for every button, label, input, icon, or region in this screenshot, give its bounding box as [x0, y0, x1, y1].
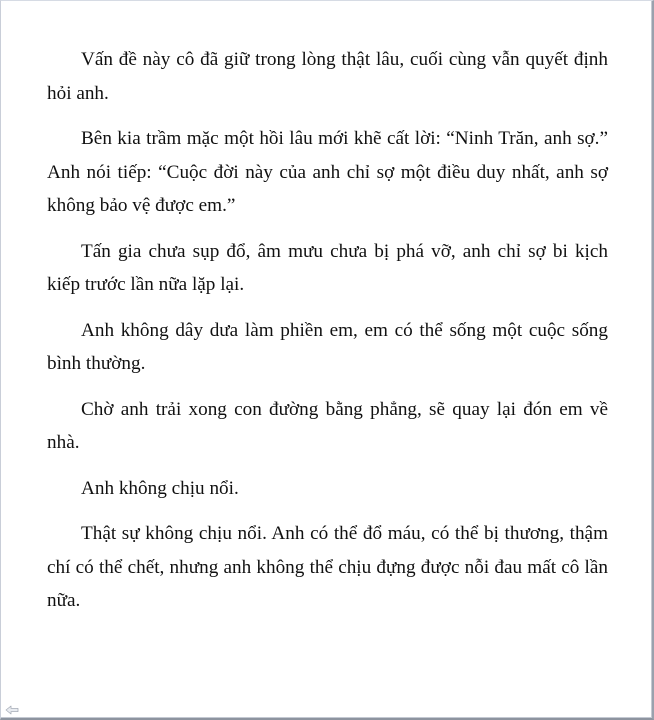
paragraph: Vấn đề này cô đã giữ trong lòng thật lâu, cuối cùng vẫn quyết định hỏi anh.	[47, 49, 608, 104]
paragraph: Tấn gia chưa sụp đổ, âm mưu chưa bị phá vỡ, anh chỉ sợ bi kịch kiếp trước lần nữa lặp lại.	[47, 240, 608, 295]
paragraph: Chờ anh trải xong con đường bằng phẳng, sẽ quay lại đón em về nhà.	[47, 398, 608, 453]
document-page	[47, 43, 608, 630]
paragraph: Thật sự không chịu nổi. Anh có thể đổ máu, có thể bị thương, thậm chí có thể chết, nhưng anh không thể chịu đựng được nỗi đau mất cô lần nữa.	[47, 523, 608, 611]
paragraph: Anh không chịu nổi.	[81, 477, 239, 499]
left-arrow-icon[interactable]	[5, 702, 19, 712]
paragraph: Anh không dây dưa làm phiền em, em có thể sống một cuộc sống bình thường.	[47, 319, 608, 374]
paragraph: Bên kia trầm mặc một hồi lâu mới khẽ cất lời: “Ninh Trăn, anh sợ.” Anh nói tiếp: “Cuộc đời này của anh chỉ sợ một điều duy nhất, anh sợ không bảo vệ được em.”	[47, 128, 608, 216]
